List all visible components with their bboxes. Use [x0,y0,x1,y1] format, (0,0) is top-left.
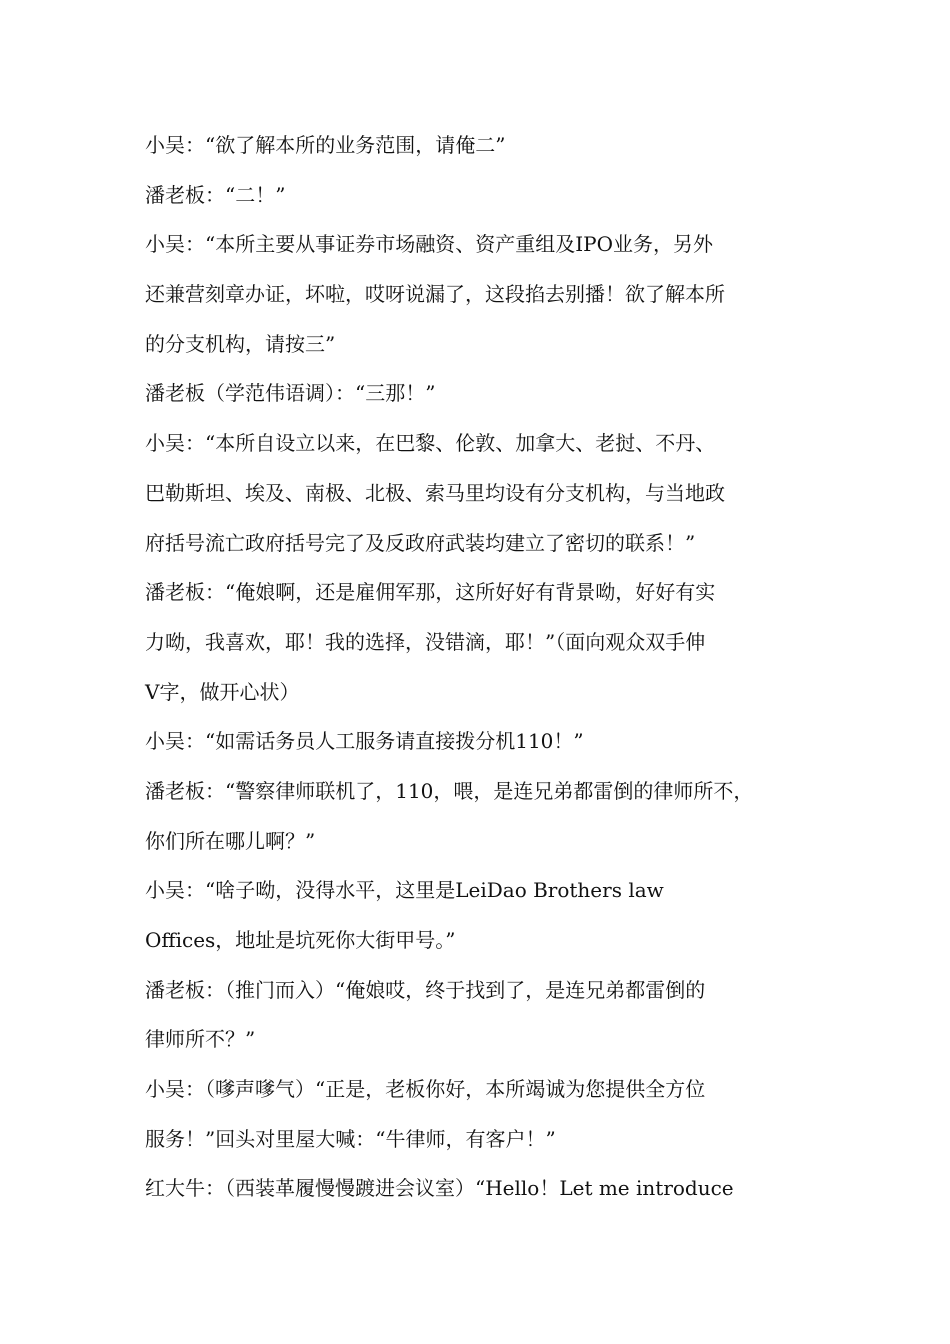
text-line: 潘老板：“俺娘啊，还是雇佣军那，这所好好有背景呦，好好有实 [145,580,716,605]
text-line: 小吴：（嗲声嗲气）“正是，老板你好，本所竭诚为您提供全方位 [145,1077,706,1102]
text-line: 巴勒斯坦、埃及、南极、北极、索马里均设有分支机构，与当地政 [145,480,725,505]
text-line: 还兼营刻章办证，坏啦，哎呀说漏了，这段掐去别播！欲了解本所 [145,282,725,307]
text-line: 小吴：“本所自设立以来，在巴黎、伦敦、加拿大、老挝、不丹、 [145,431,716,456]
text-line: 你们所在哪儿啊？” [145,828,316,853]
text-line: 律师所不？” [145,1027,256,1052]
text-line: 力呦，我喜欢，耶！我的选择，没错滴，耶！”（面向观众双手伸 [145,629,706,654]
text-line: 红大牛：（西装革履慢慢踱进会议室）“Hello！Let me introduce [145,1176,734,1201]
text-line: 潘老板：“二！” [145,182,286,207]
text-line: 潘老板（学范伟语调）：“三那！” [145,381,436,406]
text-line: 潘老板：（推门而入）“俺娘哎，终于找到了，是连兄弟都雷倒的 [145,977,706,1002]
text-line: V字，做开心状） [145,679,300,704]
text-line: 的分支机构，请按三” [145,331,336,356]
text-line: Offices，地址是坑死你大街甲号。” [145,928,456,952]
text-line: 小吴：“本所主要从事证券市场融资、资产重组及IPO业务，另外 [145,232,713,257]
text-line: 潘老板：“警察律师联机了，110，喂，是连兄弟都雷倒的律师所不， [145,778,754,803]
text-line: 小吴：“欲了解本所的业务范围，请俺二” [145,133,506,157]
text-line: 府括号流亡政府括号完了及反政府武装均建立了密切的联系！” [145,530,696,555]
text-line: 服务！”回头对里屋大喊：“牛律师，有客户！” [145,1126,556,1151]
text-line: 小吴：“啥子呦，没得水平，这里是LeiDao Brothers law [145,878,664,903]
dialogue-text [145,121,825,1214]
text-line: 小吴：“如需话务员人工服务请直接拨分机110！” [145,729,584,754]
